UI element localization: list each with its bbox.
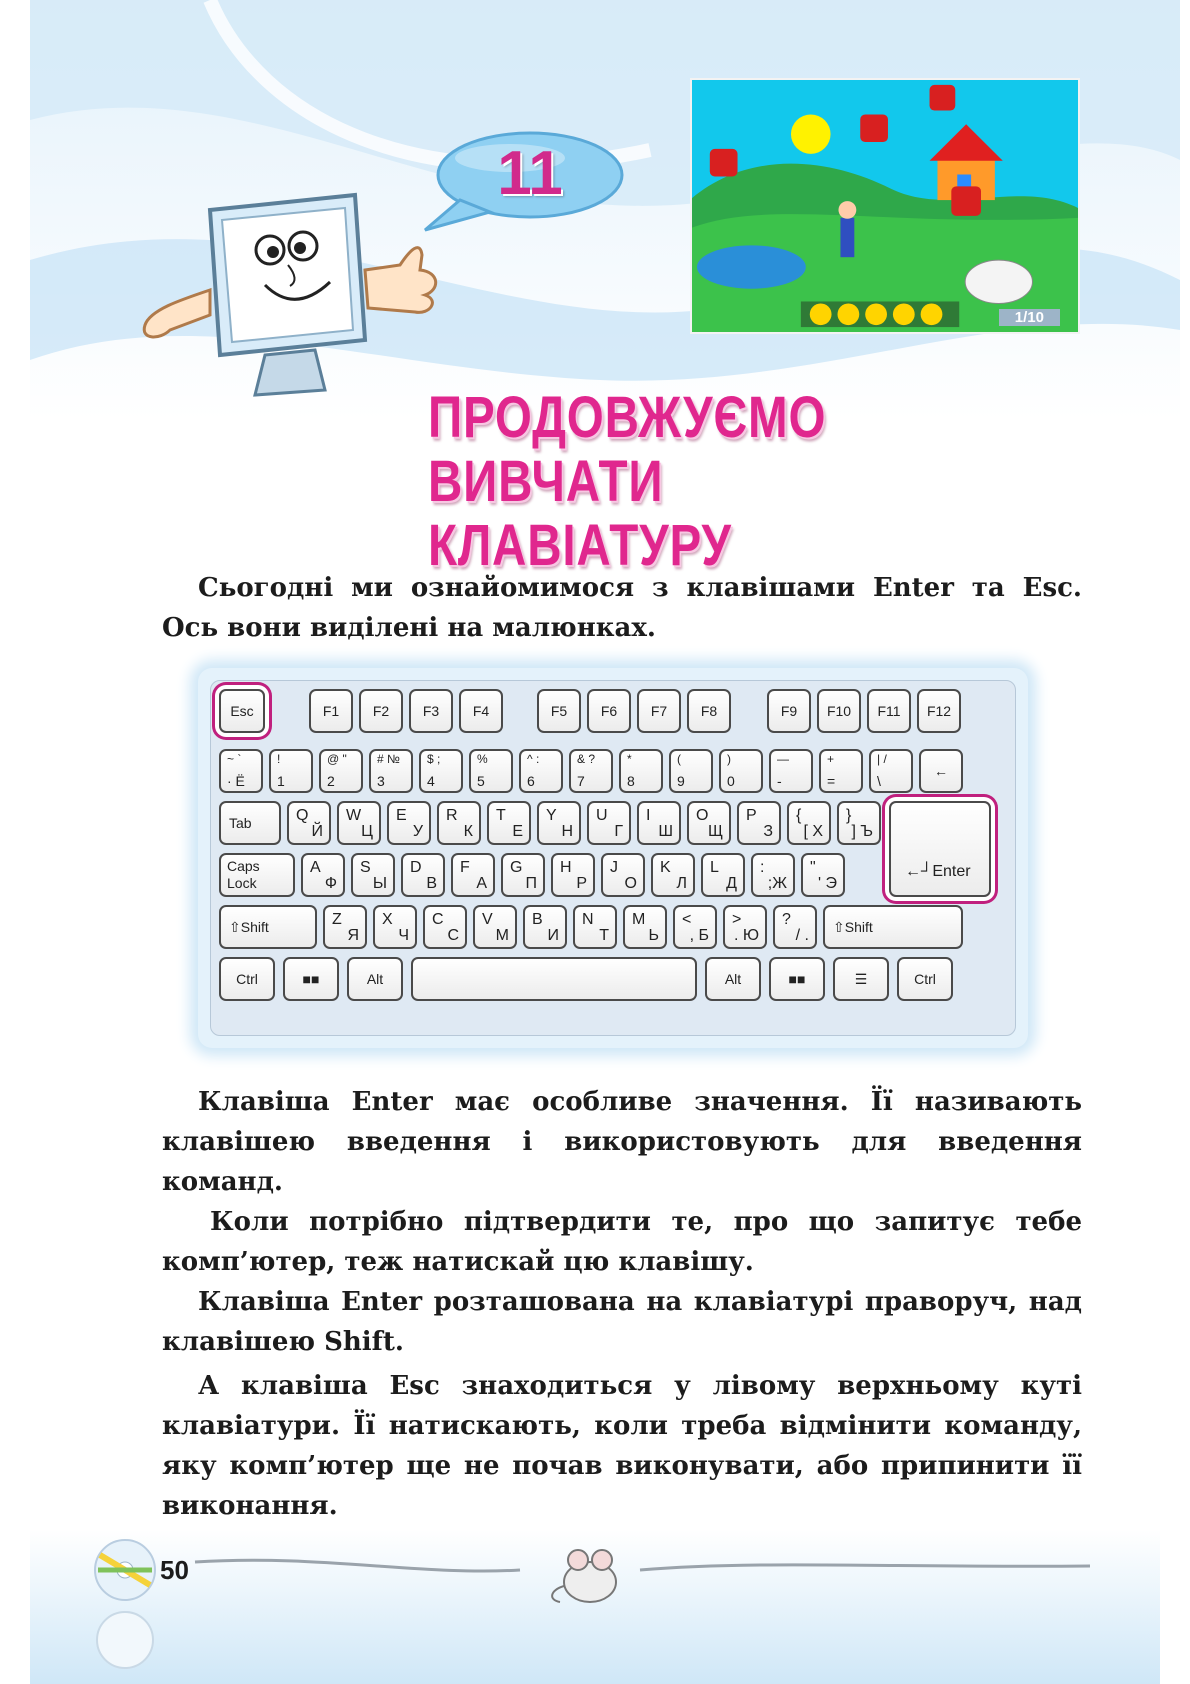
key-latin-label: I [646,807,651,824]
key-f8 [687,689,731,733]
key-label: F11 [877,703,901,719]
key-cyrillic-label: Я [347,927,359,944]
key-top-label: ~ ` [227,752,242,766]
key-latin-label: O [696,807,709,824]
key-t [487,801,531,845]
key-bottom-label: 0 [727,773,735,789]
key-esc-label: Esc [230,703,254,719]
key-top-label: @ " [327,752,347,766]
key-cyrillic-label: В [426,875,437,892]
windows-logo-icon: ■■ [302,971,320,987]
key-label: F8 [700,703,718,719]
key-top-label: * [627,752,632,766]
key-bottom-label: 6 [527,773,535,789]
key-g [501,853,545,897]
key-label: F1 [322,703,340,719]
paragraph-confirm: Коли потрібно підтвердити те, про що запитує тебе комп’ютер, теж натискай цю клавішу. [162,1207,1082,1277]
key-v [473,905,517,949]
key-latin-label: Q [296,807,309,824]
key-label: F3 [422,703,440,719]
key-l [701,853,745,897]
key-bottom-label: 2 [327,773,335,789]
key-latin-label: U [596,807,608,824]
key-f12 [917,689,961,733]
key-latin-label: K [660,859,671,876]
key-shift-label: ⇧Shift [229,919,269,935]
key-latin-label: B [532,911,543,928]
key-a [301,853,345,897]
key-enter [889,801,991,897]
key-p [737,801,781,845]
key-tab-label: Tab [229,815,252,831]
key-latin-label: J [610,859,618,876]
key-latin-label: ? [782,911,791,928]
monitor-mascot-icon [140,190,460,405]
key-latin-label: G [510,859,523,876]
key-windows-right [769,957,825,1001]
key-bottom-label: \ [877,773,881,789]
key-latin-label: C [432,911,444,928]
key-cyrillic-label: Р [576,875,587,892]
key-3 [369,749,413,793]
key-c [423,905,467,949]
key-z [323,905,367,949]
key-cyrillic-label: С [447,927,459,944]
paragraph-esc: А клавіша Esc знаходиться у лівому верхньому куті клавіатури. Її натискають, коли треба відмінити команду, яку комп’ютер ще не почав виконувати, або припинити її виконання. [162,1371,1082,1521]
key-bottom-label: 8 [627,773,635,789]
key-top-label: + [827,752,835,766]
body-text [162,1082,1082,1526]
key-label: F12 [926,703,952,719]
key-latin-label: { [796,807,802,824]
key-bottom-label: 5 [477,773,485,789]
paragraph-enter-meaning: Клавіша Enter має особливе значення. Її називають клавішею введення і використовують для введення команд. [162,1087,1082,1197]
key-label: F4 [472,703,490,719]
key-cyrillic-label: Ь [648,927,659,944]
key-bottom-label: - [777,773,782,789]
key-f10 [817,689,861,733]
key-1 [269,749,313,793]
intro-text: Сьогодні ми ознайомимося з клавішами Enter та Esc. Ось вони виділені на малюнках. [162,573,1082,643]
page-title-line-1: ПРОДОВЖУЄМО ВИВЧАТИ [428,385,827,514]
key-caps-label-2: Lock [227,875,257,891]
key-shift-left [219,905,317,949]
key-6 [519,749,563,793]
key-label: F9 [780,703,798,719]
key-comma [673,905,717,949]
key-o [687,801,731,845]
key-esc [219,689,265,733]
page-number: 50 [160,1555,189,1585]
key-bottom-label: · Ё [227,773,245,789]
key-cyrillic-label: З [763,823,773,840]
key-top-label: # № [377,752,400,766]
key-cyrillic-label: А [476,875,487,892]
key-top-label: & ? [577,752,596,766]
key-9 [669,749,713,793]
key-latin-label: : [760,859,765,876]
key-cyrillic-label: ;Ж [767,875,787,892]
key-menu [833,957,889,1001]
key-bottom-label: 3 [377,773,385,789]
key-shift-right [823,905,963,949]
key-caps-label-1: Caps [227,858,260,874]
key-2 [319,749,363,793]
key-w [337,801,381,845]
key-latin-label: V [482,911,493,928]
key-cyrillic-label: Ч [398,927,409,944]
key-label: F2 [372,703,390,719]
key-latin-label: R [446,807,458,824]
key-cyrillic-label: Ц [361,823,373,840]
key-latin-label: M [632,911,646,928]
key-latin-label: } [846,807,852,824]
key-7 [569,749,613,793]
paragraph-enter-location: Клавіша Enter розташована на клавіатурі праворуч, над клавішею Shift. [162,1287,1082,1357]
key-ctrl-label: Ctrl [914,971,936,987]
key-tilde [219,749,263,793]
key-i [637,801,681,845]
key-bottom-label: 9 [677,773,685,789]
key-top-label: ( [677,752,681,766]
key-alt-left [347,957,403,1001]
key-label: F7 [650,703,668,719]
key-f9 [767,689,811,733]
key-f6 [587,689,631,733]
key-minus [769,749,813,793]
key-latin-label: L [710,859,719,876]
key-cyrillic-label: Е [512,823,523,840]
key-cyrillic-label: К [463,823,473,840]
keyboard-base [210,680,1016,1036]
key-b [523,905,567,949]
key-f4 [459,689,503,733]
key-alt-label: Alt [724,971,742,987]
key-latin-label: W [346,807,362,824]
mouse-icon [540,1540,640,1610]
key-e [387,801,431,845]
key-label: F5 [550,703,568,719]
key-space [411,957,697,1001]
key-cyrillic-label: Й [311,823,323,840]
key-backspace [919,749,963,793]
key-latin-label: > [732,911,742,928]
key-top-label: ! [277,752,281,766]
key-cyrillic-label: Ф [324,875,337,892]
key-h [551,853,595,897]
key-4 [419,749,463,793]
key-latin-label: S [360,859,371,876]
key-top-label: — [777,752,789,766]
key-cyrillic-label: Д [726,875,737,892]
key-ctrl-right [897,957,953,1001]
key-latin-label: Z [332,911,342,928]
key-cyrillic-label: О [624,875,637,892]
key-cyrillic-label: [ Х [803,823,823,840]
key-period [723,905,767,949]
key-cyrillic-label: , Б [689,927,709,944]
game-screenshot [690,78,1080,334]
key-cyrillic-label: Ы [372,875,387,892]
key-latin-label: F [460,859,470,876]
key-backslash [869,749,913,793]
key-u [587,801,631,845]
key-x [373,905,417,949]
key-tab [219,801,281,845]
key-equals [819,749,863,793]
key-cyrillic-label: Г [614,823,623,840]
key-latin-label: E [396,807,407,824]
key-cyrillic-label: / . [795,927,809,944]
key-cyrillic-label: Н [561,823,573,840]
backspace-arrow-icon: ← [934,763,948,779]
key-top-label: | / [877,752,887,766]
lesson-number: 11 [497,139,563,208]
key-f5 [537,689,581,733]
key-slash [773,905,817,949]
key-bottom-label: = [827,773,836,789]
key-latin-label: D [410,859,422,876]
key-cyrillic-label: . Ю [733,927,759,944]
key-0 [719,749,763,793]
key-f2 [359,689,403,733]
key-cyrillic-label: Т [599,927,609,944]
key-cyrillic-label: ] Ъ [851,823,873,840]
key-f [451,853,495,897]
key-latin-label: T [496,807,506,824]
key-label: F10 [826,703,852,719]
key-f11 [867,689,911,733]
page-title [428,386,986,578]
key-top-label: $ ; [427,752,441,766]
key-alt-right [705,957,761,1001]
key-bracket-right [837,801,881,845]
key-cyrillic-label: ' Э [818,875,837,892]
key-f3 [409,689,453,733]
keyboard-illustration [198,668,1028,1048]
key-f7 [637,689,681,733]
key-r [437,801,481,845]
intro-paragraph [162,568,1082,648]
key-d [401,853,445,897]
key-latin-label: < [682,911,692,928]
key-label: F6 [600,703,618,719]
key-quote [801,853,845,897]
key-bottom-label: 4 [427,773,435,789]
key-latin-label: H [560,859,572,876]
key-cyrillic-label: М [495,927,509,944]
key-shift-label: ⇧Shift [833,919,873,935]
key-caps-lock [219,853,295,897]
key-top-label: ^ : [527,752,540,766]
key-bottom-label: 1 [277,773,285,789]
key-bracket-left [787,801,831,845]
key-cyrillic-label: Щ [708,823,723,840]
key-cyrillic-label: Ш [658,823,673,840]
key-ctrl-label: Ctrl [236,971,258,987]
key-f1 [309,689,353,733]
key-bottom-label: 7 [577,773,585,789]
key-8 [619,749,663,793]
key-q [287,801,331,845]
key-ctrl-left [219,957,275,1001]
key-j [601,853,645,897]
key-top-label: % [477,752,488,766]
game-progress-counter: 1/10 [999,309,1060,326]
key-cyrillic-label: П [525,875,537,892]
key-5 [469,749,513,793]
key-latin-label: Y [546,807,557,824]
key-latin-label: A [310,859,321,876]
key-alt-label: Alt [366,971,384,987]
windows-logo-icon: ■■ [788,971,806,987]
key-cyrillic-label: У [412,823,423,840]
key-y [537,801,581,845]
key-m [623,905,667,949]
key-k [651,853,695,897]
context-menu-icon: ☰ [854,971,868,987]
key-windows-left [283,957,339,1001]
key-cyrillic-label: И [547,927,559,944]
key-latin-label: " [810,859,816,876]
key-latin-label: X [382,911,393,928]
key-cyrillic-label: Л [676,875,687,892]
key-enter-label: ←┘Enter [905,863,971,880]
key-n [573,905,617,949]
key-s [351,853,395,897]
key-semicolon [751,853,795,897]
page-title-line-2: КЛАВІАТУРУ [428,513,732,578]
key-latin-label: N [582,911,594,928]
key-top-label: ) [727,752,731,766]
game-scene-image [692,80,1078,332]
key-latin-label: P [746,807,757,824]
